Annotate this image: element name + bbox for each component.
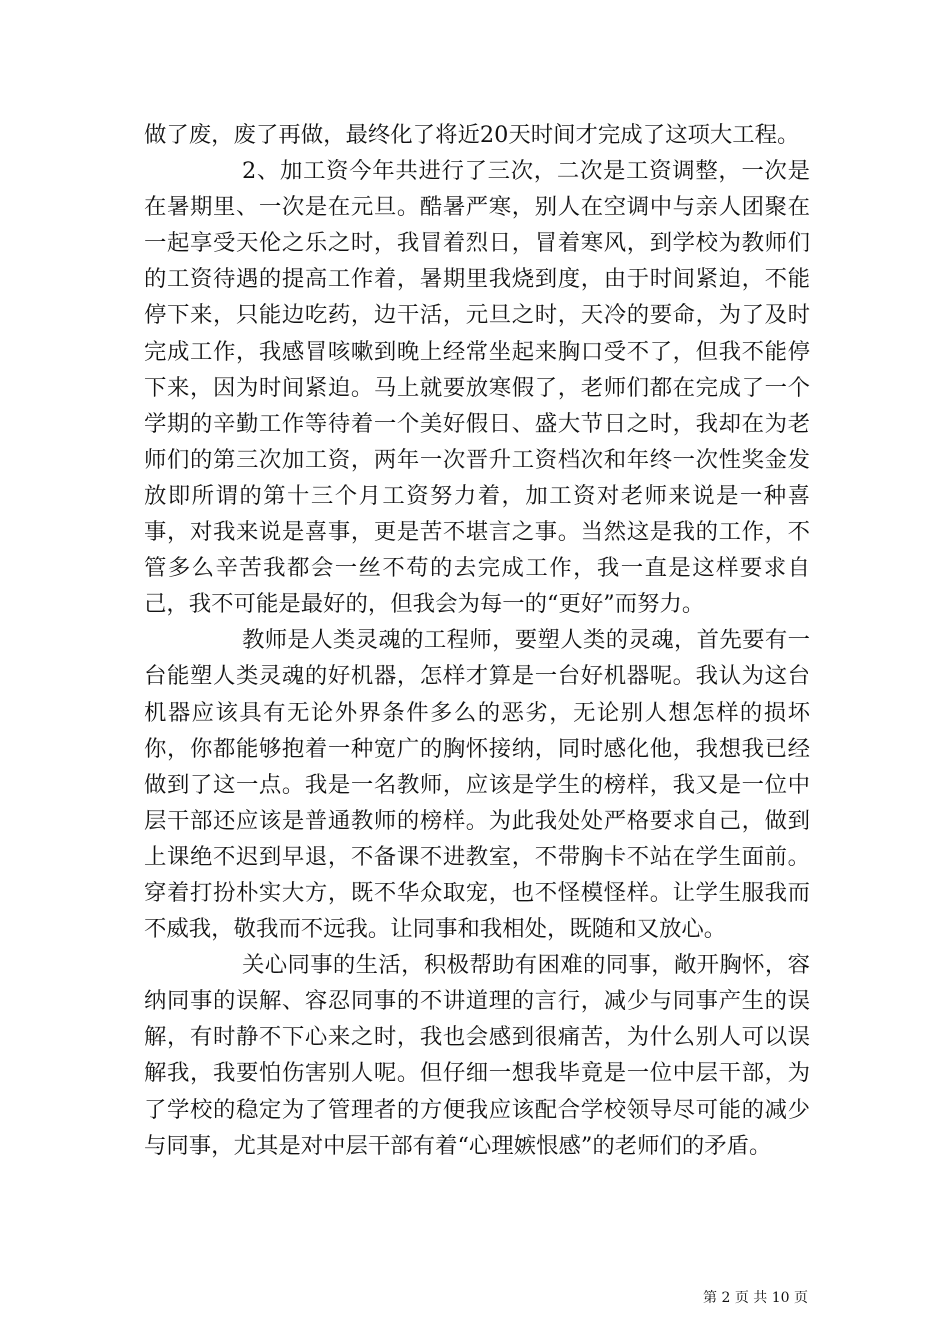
- paragraph-colleague-care: 关心同事的生活，积极帮助有困难的同事，敞开胸怀，容纳同事的误解、容忍同事的不讲道理的言行，减少与同事产生的误解，有时静不下心来之时，我也会感到很痛苦，为什么别人可以误解我，我要怕伤害别人呢。但仔细一想我毕竟是一位中层干部，为了学校的稳定为了管理者的方便我应该配合学校领导尽可能的减少与同事，尤其是对中层干部有着“心理嫉恨感”的老师们的矛盾。: [144, 952, 810, 1159]
- paragraph-continuation: 做了废，废了再做，最终化了将近20天时间才完成了这项大工程。: [144, 122, 800, 148]
- paragraph-teacher-role-model: 教师是人类灵魂的工程师，要塑人类的灵魂，首先要有一台能塑人类灵魂的好机器，怎样才算是一台好机器呢。我认为这台机器应该具有无论外界条件多么的恶劣，无论别人想怎样的损坏你，你都能够抱着一种宽广的胸怀接纳，同时感化他，我想我已经做到了这一点。我是一名教师，应该是学生的榜样，我又是一位中层干部还应该是普通教师的榜样。为此我处处严格要求自己，做到上课绝不迟到早退，不备课不进教室，不带胸卡不站在学生面前。穿着打扮朴实大方，既不华众取宠，也不怪模怪样。让学生服我而不威我，敬我而不远我。让同事和我相处，既随和又放心。: [144, 627, 810, 943]
- paragraph-salary-adjustment: 2、加工资今年共进行了三次，二次是工资调整，一次是在暑期里、一次是在元旦。酷暑严寒，别人在空调中与亲人团聚在一起享受天伦之乐之时，我冒着烈日，冒着寒风，到学校为教师们的工资待遇的提高工作着，暑期里我烧到度，由于时间紧迫，不能停下来，只能边吃药，边干活，元旦之时，天冷的要命，为了及时完成工作，我感冒咳嗽到晚上经常坐起来胸口受不了，但我不能停下来，因为时间紧迫。马上就要放寒假了，老师们都在完成了一个学期的辛勤工作等待着一个美好假日、盛大节日之时，我却在为老师们的第三次加工资，两年一次晋升工资档次和年终一次性奖金发放即所谓的第十三个月工资努力着，加工资对老师来说是一种喜事，对我来说是喜事，更是苦不堪言之事。当然这是我的工作，不管多么辛苦我都会一丝不苟的去完成工作，我一直是这样要求自己，我不可能是最好的，但我会为每一的“更好”而努力。: [144, 158, 810, 618]
- body-text: [144, 117, 810, 1164]
- page-number-footer: 第 2 页 共 10 页: [703, 1290, 808, 1306]
